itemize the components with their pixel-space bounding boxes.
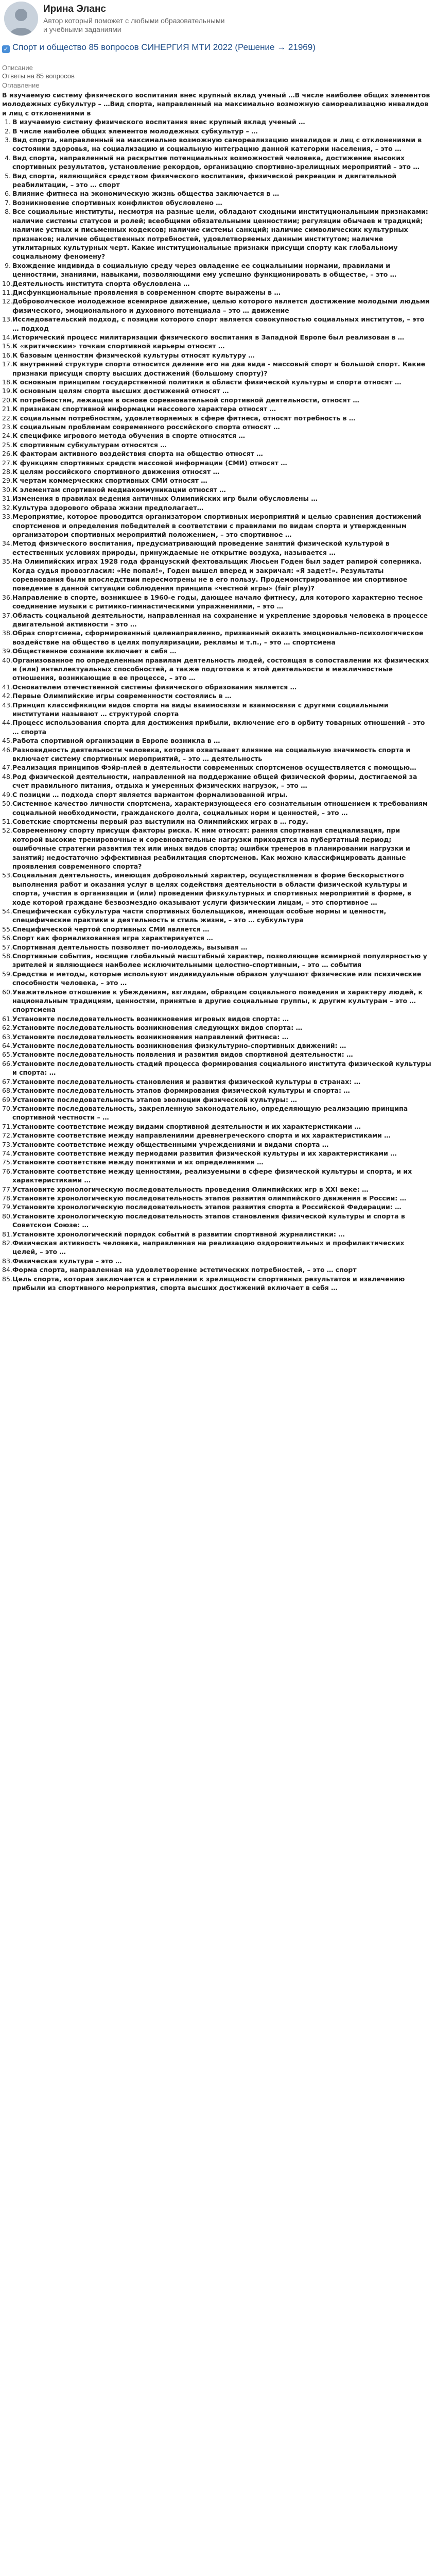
list-item-text: Физическая культура – это … xyxy=(12,1257,122,1265)
list-item-number: 70. xyxy=(2,1104,12,1112)
checkbox-icon: ✓ xyxy=(2,45,10,53)
list-item[interactable] xyxy=(2,386,431,395)
list-item[interactable] xyxy=(2,1122,431,1131)
list-item-number: 57. xyxy=(2,943,12,951)
list-item[interactable] xyxy=(2,467,431,476)
list-item[interactable] xyxy=(2,1131,431,1140)
list-item-text: Установите соответствие между видами спортивной деятельности и их характеристиками … xyxy=(12,1122,361,1130)
list-item[interactable] xyxy=(2,1239,431,1257)
list-item-number: 6. xyxy=(5,190,11,198)
list-item[interactable] xyxy=(2,907,431,925)
list-item-text: Установите соответствие между ценностями, реализуемыми в сфере физической культуры и спорта, и их характеристиками … xyxy=(12,1167,412,1184)
list-item-text: Спортивная деятельность позволяет по-молодежь, вызывая … xyxy=(12,943,248,951)
list-item-text: Спортивные события, носящие глобальный масштабный характер, позволяющее всемирной популярностью у зрителей и являющиеся наиболее исключительными целостно-спортивным, – это … события xyxy=(12,952,427,969)
list-item-text: С позиции … подхода спорт является вариантом формализованной игры. xyxy=(12,790,288,799)
list-item-number: 47. xyxy=(2,764,12,772)
list-item[interactable] xyxy=(2,826,431,871)
list-item-number: 35. xyxy=(2,557,12,566)
list-item[interactable] xyxy=(2,943,431,952)
list-item-number: 52. xyxy=(2,826,12,835)
list-item-text: Реализация принципов Фэйр-плей в деятельности современных спортсменов осуществляется с помощью… xyxy=(12,764,416,772)
list-item[interactable] xyxy=(2,117,431,126)
list-item-number: 40. xyxy=(2,656,12,664)
list-item-text: Установите последовательность этапов эволюции физической культуры: … xyxy=(12,1095,297,1104)
list-item-text: Установите соответствие между периодами развития физической культуры и их характеристиками … xyxy=(12,1149,397,1157)
list-item[interactable] xyxy=(2,315,431,333)
list-item[interactable] xyxy=(2,485,431,494)
list-item-number: 59. xyxy=(2,970,12,978)
list-item-text: К основным целям спорта высших достижений относят … xyxy=(12,387,229,395)
list-item[interactable] xyxy=(2,1095,431,1104)
list-item-text: Исторический процесс милитаризации физического воспитания в Западной Европе был реализован в … xyxy=(12,333,405,341)
list-item[interactable] xyxy=(2,1041,431,1050)
list-item-number: 42. xyxy=(2,692,12,700)
list-item-number: 73. xyxy=(2,1140,12,1148)
list-item-text: К элементам спортивной медиакоммуникации относят … xyxy=(12,485,226,494)
list-item-number: 80. xyxy=(2,1212,12,1220)
list-item-text: К чертам коммерческих спортивных СМИ относят … xyxy=(12,477,207,485)
list-item-text: Процесс использования спорта для достижения прибыли, включение его в орбиту товарных отношений – это … спорта xyxy=(12,719,425,736)
list-item-number: 24. xyxy=(2,432,12,440)
list-item[interactable] xyxy=(2,934,431,942)
list-item-number: 63. xyxy=(2,1032,12,1041)
list-item[interactable] xyxy=(2,1202,431,1211)
list-item[interactable] xyxy=(2,1032,431,1041)
list-item[interactable] xyxy=(2,404,431,413)
list-item-number: 56. xyxy=(2,934,12,942)
list-item-text: Форма спорта, направленная на удовлетворение эстетических потребностей, – это … спорт xyxy=(12,1266,357,1274)
list-item-text: Принцип классификации видов спорта на виды взаимосвязи и взаимосвязи с другими социальными институтами называют … структурой спорта xyxy=(12,701,389,718)
list-item-text: Вид спорта, являющийся средством физического воспитания, физической рекреации и двигательной реабилитации, – это … спорт xyxy=(12,172,397,189)
list-item-text: Вхождение индивида в социальную среду через овладение ее социальными нормами, правилами и ценностями, знаниями, навыками, позволяющими ему успешно функционировать в обществе, – это … xyxy=(12,261,397,279)
list-item[interactable] xyxy=(2,701,431,719)
list-item[interactable] xyxy=(2,718,431,736)
list-item-number: 30. xyxy=(2,485,12,494)
list-item-text: Возникновение спортивных конфликтов обусловлено … xyxy=(12,198,222,207)
list-item-text: К внутренней структуре спорта относится деление его на два вида - массовый спорт и большой спорт. Какие признаки присущи спорту высших достижений (большому спорту)? xyxy=(12,360,426,377)
list-item[interactable] xyxy=(2,952,431,970)
list-item-number: 15. xyxy=(2,342,12,350)
list-item-number: 25. xyxy=(2,440,12,449)
list-item-number: 18. xyxy=(2,378,12,386)
list-item-text: Спорт как формализованная игра характеризуется … xyxy=(12,934,213,942)
list-item-number: 31. xyxy=(2,495,12,503)
list-item-text: Вид спорта, направленный на максимально возможную самореализацию инвалидов и лиц с отклонениями в состоянии здоровья, на социализацию и социальную интеграцию данной категории населения, – это … xyxy=(12,136,422,153)
list-item-text: Установите последовательность, закрепленную законодательно, определяющую реализацию принципа спортивной честности – … xyxy=(12,1104,408,1122)
list-item-number: 50. xyxy=(2,800,12,808)
list-item-number: 1. xyxy=(5,118,11,126)
list-item-number: 7. xyxy=(5,198,11,207)
list-item[interactable] xyxy=(2,1149,431,1158)
list-item-text: Первые Олимпийские игры современности состоялись в … xyxy=(12,692,232,700)
list-item[interactable] xyxy=(2,288,431,297)
list-item-number: 54. xyxy=(2,907,12,915)
list-item[interactable] xyxy=(2,763,431,772)
list-item[interactable] xyxy=(2,871,431,907)
list-item-text: Мероприятие, которое проводится организатором спортивных мероприятий и целью сравнения достижений спортсменов и определения победителей в соответствии с правилами по видам спорта и утвержденным организатором спортивных мероприятий положением, – это спортивное … xyxy=(12,513,422,538)
list-item-number: 17. xyxy=(2,360,12,368)
list-item-number: 72. xyxy=(2,1131,12,1140)
author-description: Автор который поможет с любыми образовательными и учебными заданиями xyxy=(43,16,225,33)
list-item-number: 36. xyxy=(2,593,12,601)
list-item[interactable] xyxy=(2,1158,431,1166)
list-item-text: Установите хронологическую последовательность проведения Олимпийских игр в XXI веке: … xyxy=(12,1185,369,1193)
author-card[interactable] xyxy=(2,2,434,36)
list-item-number: 41. xyxy=(2,683,12,691)
list-item[interactable] xyxy=(2,1257,431,1265)
list-item-text: Установите соответствие между общественными учреждениями и видами спорта … xyxy=(12,1140,329,1148)
toc-label: Оглавление xyxy=(2,81,40,89)
list-item[interactable] xyxy=(2,1077,431,1086)
list-item-text: Организованное по определенным правилам деятельность людей, состоящая в сопоставлении их физических и (или) интеллектуальных способностей, а также подготовка к этой деятельности и межличностные отношения, возникающие в ее процессе, – это … xyxy=(12,656,429,682)
list-item[interactable] xyxy=(2,1104,431,1122)
list-item-text: К признакам спортивной информации массового характера относят … xyxy=(12,405,276,413)
list-item-number: 62. xyxy=(2,1024,12,1032)
list-item-number: 26. xyxy=(2,450,12,458)
list-item[interactable] xyxy=(2,135,431,154)
list-item-text: Разновидность деятельности человека, которая охватывает влияние на социальную значимость спорта и включает систему спортивных мероприятий, – это … деятельность xyxy=(12,745,411,763)
list-item-text: Установите последовательность возникновения игровых видов спорта: … xyxy=(12,1014,289,1023)
list-item-number: 4. xyxy=(5,154,11,162)
list-item-number: 29. xyxy=(2,477,12,485)
list-item-number: 14. xyxy=(2,333,12,341)
list-item-text: Установите хронологическую последовательность этапов становления физической культуры и спорта в Советском Союзе: … xyxy=(12,1212,405,1229)
list-item-text: Доброволческое молодежное всемирное движение, целью которого является достижение молодыми людьми физического, эмоционального и духовного потенциала – это … движение xyxy=(12,297,430,314)
list-item-number: 22. xyxy=(2,414,12,422)
list-item[interactable] xyxy=(2,745,431,764)
list-item-text: Системное качество личности спортсмена, характеризующееся его сознательным отношением к требованиям социальной необходимости, гражданского долга, социальных норм и ценностей, – это … xyxy=(12,800,428,817)
page-title xyxy=(2,42,429,53)
list-item-text: Средства и методы, которые используют индивидуальные образом улучшают физические или психические способности человека, – это … xyxy=(12,970,422,987)
list-item-number: 79. xyxy=(2,1203,12,1211)
list-item-number: 78. xyxy=(2,1194,12,1202)
list-item[interactable] xyxy=(2,1167,431,1185)
list-item[interactable] xyxy=(2,656,431,683)
list-item[interactable] xyxy=(2,414,431,422)
list-item-number: 45. xyxy=(2,737,12,745)
list-item-number: 68. xyxy=(2,1087,12,1095)
list-item-number: 61. xyxy=(2,1014,12,1023)
list-item-text: Установите хронологическую последовательность этапов развития спорта в Российской Федерации: … xyxy=(12,1203,402,1211)
list-item-number: 84. xyxy=(2,1266,12,1274)
list-item-number: 33. xyxy=(2,513,12,521)
list-item-text: Установите последовательность стадий процесса формирования социального института физической культуры и спорта: … xyxy=(12,1059,431,1077)
list-item-number: 19. xyxy=(2,387,12,395)
list-item-number: 10. xyxy=(2,279,12,287)
list-item-text: На Олимпийских играх 1928 года французский фехтовальщик Люсьен Годен был задет рапирой соперника. Когда судья провозгласил: «Не попал!», Годен вышел вперед и закричал: «Я задет!». Результаты соревнования были впоследствии пересмотрены не в его пользу. Продемонстрированное им спортивное поведение в данной ситуации соблюдения принципа «честной игры» (fair play)? xyxy=(12,557,422,592)
list-item-text: Род физической деятельности, направленной на поддержание общей физической формы, достигаемой за счет правильного питания, отдыха и умеренных физических нагрузок, – это … xyxy=(12,772,417,790)
list-item-text: Область социальной деятельности, направленная на сохранение и укрепление здоровья человека в процессе двигательной активности – это … xyxy=(12,611,428,628)
list-item[interactable] xyxy=(2,396,431,404)
list-item[interactable] xyxy=(2,422,431,431)
list-item[interactable] xyxy=(2,503,431,512)
list-item[interactable] xyxy=(2,1059,431,1077)
table-of-contents xyxy=(2,91,431,1292)
list-item-number: 38. xyxy=(2,629,12,637)
list-item-text: К потребностям, лежащим в основе соревновательной спортивной деятельности, относят … xyxy=(12,396,359,404)
list-item-number: 27. xyxy=(2,459,12,467)
list-item-text: Установите последовательность появления и развития видов спортивной деятельности: … xyxy=(12,1050,353,1059)
list-item[interactable] xyxy=(2,817,431,826)
list-item-number: 20. xyxy=(2,396,12,404)
list-item-number: 49. xyxy=(2,790,12,799)
list-item[interactable] xyxy=(2,647,431,655)
list-item[interactable] xyxy=(2,189,431,198)
list-item[interactable] xyxy=(2,1086,431,1095)
list-item-text: Специфическая субкультура части спортивных болельщиков, имеющая особые нормы и ценности, специфические практики и деятельность и стиль жизни, – это … субкультура xyxy=(12,907,387,924)
list-item-text: Вид спорта, направленный на раскрытие потенциальных возможностей человека, достижение высоких спортивных результатов, установление рекордов, организацию спортивно-зрелищных мероприятий – это … xyxy=(12,154,420,171)
list-item-number: 44. xyxy=(2,719,12,727)
list-item-text: Работа спортивной организации в Европе возникла в … xyxy=(12,737,220,745)
list-item-number: 77. xyxy=(2,1185,12,1193)
list-item[interactable] xyxy=(2,261,431,279)
list-item-number: 71. xyxy=(2,1122,12,1130)
list-item-text: Установите последовательность этапов формирования физической культуры и спорта: … xyxy=(12,1087,350,1095)
list-item-text: Дисфункциональные проявления в современном спорте выражены в … xyxy=(12,288,281,296)
list-item-text: Специфической чертой спортивных СМИ является … xyxy=(12,925,210,933)
list-item-text: Цель спорта, которая заключается в стремлении к зрелищности спортивных результатов и извлечению прибыли из спортивного мероприятия, спорта высших достижений включает в себя … xyxy=(12,1275,405,1292)
list-item[interactable] xyxy=(2,736,431,745)
list-item-number: 74. xyxy=(2,1149,12,1157)
list-item[interactable] xyxy=(2,1275,431,1293)
list-item[interactable] xyxy=(2,476,431,485)
list-item-number: 12. xyxy=(2,297,12,306)
list-item-number: 11. xyxy=(2,288,12,296)
list-item-number: 69. xyxy=(2,1095,12,1104)
list-item[interactable] xyxy=(2,611,431,629)
list-item[interactable] xyxy=(2,539,431,557)
list-item-number: 37. xyxy=(2,611,12,619)
list-item-number: 34. xyxy=(2,539,12,548)
list-item-number: 81. xyxy=(2,1230,12,1238)
list-item-text: К специфике игрового метода обучения в спорте относятся … xyxy=(12,432,246,440)
list-item-text: Установите хронологический порядок событий в развитии спортивной журналистики: … xyxy=(12,1230,345,1238)
list-item-number: 32. xyxy=(2,503,12,512)
list-item-text: К «критическим» точкам спортивной карьеры относят … xyxy=(12,342,225,350)
list-item[interactable] xyxy=(2,351,431,360)
list-item-number: 60. xyxy=(2,988,12,996)
list-item-number: 67. xyxy=(2,1077,12,1086)
list-item-number: 83. xyxy=(2,1257,12,1265)
list-item-text: Уважительное отношение к убеждениям, взглядам, образцам социального поведения и характеру людей, к национальным традициям, ценностям, принятые в другие социальные группы, к другим культурам – это … спортсмена xyxy=(12,988,423,1014)
list-item-text: Деятельность института спорта обусловлена … xyxy=(12,279,190,287)
list-item-number: 82. xyxy=(2,1239,12,1247)
list-item[interactable] xyxy=(2,799,431,817)
list-item[interactable] xyxy=(2,127,431,135)
list-item-number: 28. xyxy=(2,468,12,476)
list-item-text: К основным принципам государственной политики в области физической культуры и спорта относят … xyxy=(12,378,402,386)
list-item-text: Физическая активность человека, направленная на реализацию оздоровительных и профилактических целей, – это … xyxy=(12,1239,405,1256)
list-item-number: 23. xyxy=(2,423,12,431)
list-item[interactable] xyxy=(2,772,431,790)
list-item[interactable] xyxy=(2,988,431,1014)
list-item[interactable] xyxy=(2,333,431,342)
list-item-text: Установите последовательность становления и развития физической культуры в странах: … xyxy=(12,1077,361,1086)
list-item-number: 48. xyxy=(2,772,12,781)
description-label: Описание xyxy=(2,64,33,72)
list-item[interactable] xyxy=(2,360,431,378)
list-item[interactable] xyxy=(2,1140,431,1149)
list-item-number: 75. xyxy=(2,1158,12,1166)
list-item[interactable] xyxy=(2,1050,431,1059)
list-item[interactable] xyxy=(2,1014,431,1023)
list-item-number: 46. xyxy=(2,745,12,754)
list-item-number: 8. xyxy=(5,208,11,216)
list-item[interactable] xyxy=(2,1194,431,1202)
list-item-text: Установите соответствие между понятиями и их определениями … xyxy=(12,1158,264,1166)
list-item[interactable] xyxy=(2,1212,431,1230)
list-item-number: 39. xyxy=(2,647,12,655)
list-item-text: Изменения в правилах ведения античных Олимпийских игр были обусловлены … xyxy=(12,495,318,503)
list-item[interactable] xyxy=(2,440,431,449)
toc-intro: В изучаемую систему физического воспитания внес крупный вклад ученый …В числе наиболее общих элементов молодежных субкультур – …Вид спорта, направленный на максимально возможную самореализацию инвалидов и лиц с отклонениями в xyxy=(2,91,430,117)
list-item[interactable] xyxy=(2,459,431,467)
list-item-text: Направление в спорте, возникшее в 1960-е годы, дающее начало фитнесу, для которого характерно тесное соединение музыки с ритмико-гимнастическими упражнениями, – это … xyxy=(12,593,423,611)
list-item[interactable] xyxy=(2,154,431,172)
list-item[interactable] xyxy=(2,1230,431,1239)
list-item-number: 58. xyxy=(2,952,12,960)
list-item-number: 13. xyxy=(2,315,12,324)
toc-list xyxy=(2,117,431,1292)
list-item-text: Образ спортсмена, сформированный целенаправленно, призванный оказать эмоционально-психологическое воздействие на общество в целях популяризации, рекламы и т.п., – это … спортсмена xyxy=(12,629,424,646)
list-item-number: 16. xyxy=(2,351,12,359)
list-item-text: Влияние фитнеса на экономическую жизнь общества заключается в … xyxy=(12,190,280,198)
list-item-number: 55. xyxy=(2,925,12,933)
list-item[interactable] xyxy=(2,1265,431,1274)
list-item[interactable] xyxy=(2,593,431,611)
list-item-text: Все социальные институты, несмотря на разные цели, обладают сходными институциональными признаками: наличие системы статусов и ролей; всеобщими обязательными ценностями; регуляции обычаев и традиций; наличие устных и письменных кодексов; наличие системы санкций; наличие символических культурных признаков; наличие общественных потребностей, удовлетворяемых данным институтом; наличие утилитарных культурных черт. Какие институциональные признаки присущи спорту как глобальному социальному феномену? xyxy=(12,208,428,261)
list-item[interactable] xyxy=(2,691,431,700)
list-item-number: 85. xyxy=(2,1275,12,1283)
description-text: Ответы на 85 вопросов xyxy=(2,72,75,80)
list-item-text: К социальным проблемам современного российского спорта относят … xyxy=(12,423,280,431)
list-item[interactable] xyxy=(2,198,431,207)
list-item[interactable] xyxy=(2,431,431,440)
list-item-number: 43. xyxy=(2,701,12,709)
list-item-number: 51. xyxy=(2,817,12,825)
list-item-text: Установите последовательность возникновения физкультурно-спортивных движений: … xyxy=(12,1042,346,1050)
list-item-text: Советские спортсмены первый раз выступили на Олимпийских играх в … году. xyxy=(12,817,308,825)
list-item-text: К социальным потребностям, удовлетворяемых в сфере фитнеса, относят потребность в … xyxy=(12,414,356,422)
list-item-number: 64. xyxy=(2,1042,12,1050)
list-item-text: Социальная деятельность, имеющая добровольный характер, осуществляемая в форме бескорыстного выполнения работ и оказания услуг в целях содействия деятельности в области физической культуры и спорта, участия в организации и (или) проведении физкультурных и спортивных мероприятий в форме, в ходе которой граждане безвозмездно оказывают услуги физическим лицам, – это спортивное … xyxy=(12,871,411,906)
list-item[interactable] xyxy=(2,970,431,988)
list-item-text: Основателем отечественной системы физического образования является … xyxy=(12,683,297,691)
list-item-text: Установите последовательность возникновения следующих видов спорта: … xyxy=(12,1024,303,1032)
list-item-text: Исследовательский подход, с позиции которого спорт является совокупностью социальных институтов, – это … подход xyxy=(12,315,425,332)
list-item-number: 66. xyxy=(2,1059,12,1067)
list-item[interactable] xyxy=(2,790,431,799)
list-item-number: 76. xyxy=(2,1167,12,1175)
list-item[interactable] xyxy=(2,449,431,458)
list-item-text: Современному спорту присущи факторы риска. К ним относят: ранняя спортивная специализация, при которой высокие тренировочные и соревновательные нагрузки приходятся на пубертатный период; ошибочные стратегии развития тех или иных видов спорта; ошибки тренеров в планировании нагрузки и занятий; недостаточно эффективная реабилитация спортсменов. Как можно классифицировать данные проявления современного спорта? xyxy=(12,826,410,870)
list-item-text: Установите хронологическую последовательность этапов развития олимпийского движения в России: … xyxy=(12,1194,407,1202)
list-item[interactable] xyxy=(2,494,431,503)
list-item[interactable] xyxy=(2,683,431,691)
list-item-text: Общественное сознание включает в себя … xyxy=(12,647,177,655)
list-item-number: 65. xyxy=(2,1050,12,1059)
list-item[interactable] xyxy=(2,1023,431,1032)
list-item-text: Установите последовательность возникновения направлений фитнеса: … xyxy=(12,1032,289,1041)
list-item[interactable] xyxy=(2,207,431,261)
list-item-text: К факторам активного воздействия спорта на общество относят … xyxy=(12,450,263,458)
list-item-text: Культура здорового образа жизни предполагает… xyxy=(12,503,204,512)
page-title-text: Спорт и общество 85 вопросов СИНЕРГИЯ МТИ 2022 (Решение → 21969) xyxy=(12,42,316,52)
list-item-text: В изучаемую систему физического воспитания внес крупный вклад ученый … xyxy=(12,118,305,126)
list-item[interactable] xyxy=(2,512,431,539)
list-item[interactable] xyxy=(2,172,431,190)
list-item-number: 53. xyxy=(2,871,12,879)
list-item[interactable] xyxy=(2,297,431,315)
author-avatar[interactable] xyxy=(4,2,38,36)
list-item[interactable] xyxy=(2,1185,431,1194)
list-item-number: 2. xyxy=(5,127,11,135)
list-item[interactable] xyxy=(2,925,431,934)
list-item-number: 3. xyxy=(5,136,11,144)
list-item-text: К спортивным субкультурам относятся … xyxy=(12,440,167,449)
list-item[interactable] xyxy=(2,629,431,647)
list-item-number: 21. xyxy=(2,405,12,413)
list-item[interactable] xyxy=(2,557,431,593)
list-item-text: К базовым ценностям физической культуры относят культуру … xyxy=(12,351,255,359)
list-item[interactable] xyxy=(2,279,431,288)
list-item[interactable] xyxy=(2,342,431,350)
list-item-text: В числе наиболее общих элементов молодежных субкультур – … xyxy=(12,127,258,135)
list-item-number: 5. xyxy=(5,172,11,180)
list-item-text: Метод физического воспитания, предусматривающий проведение занятий физической культурой в естественных условиях природы, принуждаемые не открытие воздуха, называется … xyxy=(12,539,390,556)
list-item-number: 9. xyxy=(5,261,11,269)
list-item[interactable] xyxy=(2,378,431,386)
list-item-text: К целям российского спортивного движения относят … xyxy=(12,468,220,476)
list-item-text: Установите соответствие между направлениями древнегреческого спорта и их характеристиками … xyxy=(12,1131,391,1140)
author-name[interactable]: Ирина Эланс xyxy=(43,4,106,14)
list-item-text: К функциям спортивных средств массовой информации (СМИ) относят … xyxy=(12,459,287,467)
